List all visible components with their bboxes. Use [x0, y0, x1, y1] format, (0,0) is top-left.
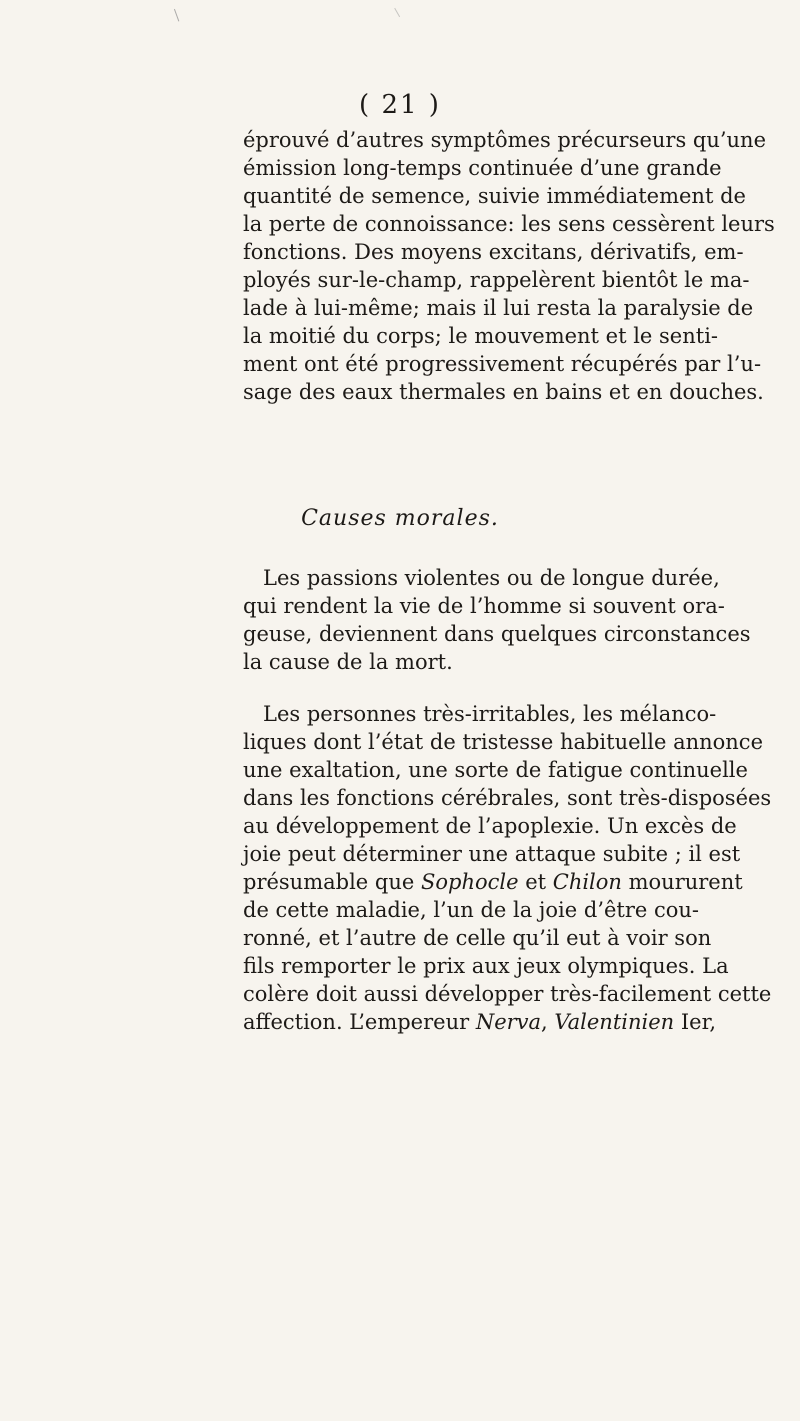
text-line: la cause de la mort.	[243, 650, 453, 674]
text-line: de cette maladie, l’un de la joie d’être cou-	[243, 898, 700, 922]
page-number: ( 21 )	[359, 90, 441, 120]
proper-name: Sophocle	[420, 870, 519, 894]
text-fragment: présumable que	[243, 870, 421, 894]
paragraph-1	[243, 126, 775, 406]
text-line: lade à lui-même; mais il lui resta la paralysie de	[243, 296, 754, 320]
paper-mark	[174, 8, 183, 22]
text-line: joie peut déterminer une attaque subite ; il est	[243, 842, 741, 866]
text-line: ronné, et l’autre de celle qu’il eut à voir son	[243, 926, 712, 950]
text-line: fils remporter le prix aux jeux olympiques. La	[243, 954, 729, 978]
text-line: sage des eaux thermales en bains et en douches.	[243, 380, 764, 404]
text-line: Les personnes très-irritables, les mélanco-	[263, 702, 717, 726]
text-fragment: affection. L’empereur	[243, 1010, 476, 1034]
text-line: une exaltation, une sorte de fatigue continuelle	[243, 758, 748, 782]
text-line: qui rendent la vie de l’homme si souvent ora-	[243, 594, 725, 618]
text-line: fonctions. Des moyens excitans, dérivatifs, em-	[243, 240, 744, 264]
text-line: quantité de semence, suivie immédiatement de	[243, 184, 746, 208]
text-fragment: et	[518, 870, 553, 894]
text-fragment: Ier,	[674, 1010, 716, 1034]
proper-name: Nerva	[475, 1010, 542, 1034]
text-line: émission long-temps continuée d’une grande	[243, 156, 722, 180]
text-line: ment ont été progressivement récupérés par l’u-	[243, 352, 762, 376]
text-line: la perte de connoissance: les sens cessèrent leurs	[243, 212, 775, 236]
paragraph-3	[243, 700, 772, 1036]
text-line: la moitié du corps; le mouvement et le senti-	[243, 324, 719, 348]
text-line: éprouvé d’autres symptômes précurseurs qu’une	[243, 128, 767, 152]
text-line: ployés sur-le-champ, rappelèrent bientôt le ma-	[243, 268, 750, 292]
paper-mark	[394, 3, 409, 17]
proper-name: Valentinien	[554, 1010, 675, 1034]
proper-name: Chilon	[552, 870, 622, 894]
text-line	[243, 868, 743, 896]
text-fragment: ,	[541, 1010, 555, 1034]
paragraph-2	[243, 564, 751, 676]
text-line	[243, 1008, 716, 1036]
text-line: Les passions violentes ou de longue durée,	[263, 566, 720, 590]
text-line: geuse, deviennent dans quelques circonstances	[243, 622, 751, 646]
text-line: liques dont l’état de tristesse habituelle annonce	[243, 730, 763, 754]
text-fragment: moururent	[621, 870, 743, 894]
text-line: dans les fonctions cérébrales, sont très-disposées	[243, 786, 772, 810]
section-heading: Causes morales.	[301, 506, 499, 531]
text-line: au développement de l’apoplexie. Un excès de	[243, 814, 737, 838]
text-line: colère doit aussi développer très-facilement cette	[243, 982, 772, 1006]
